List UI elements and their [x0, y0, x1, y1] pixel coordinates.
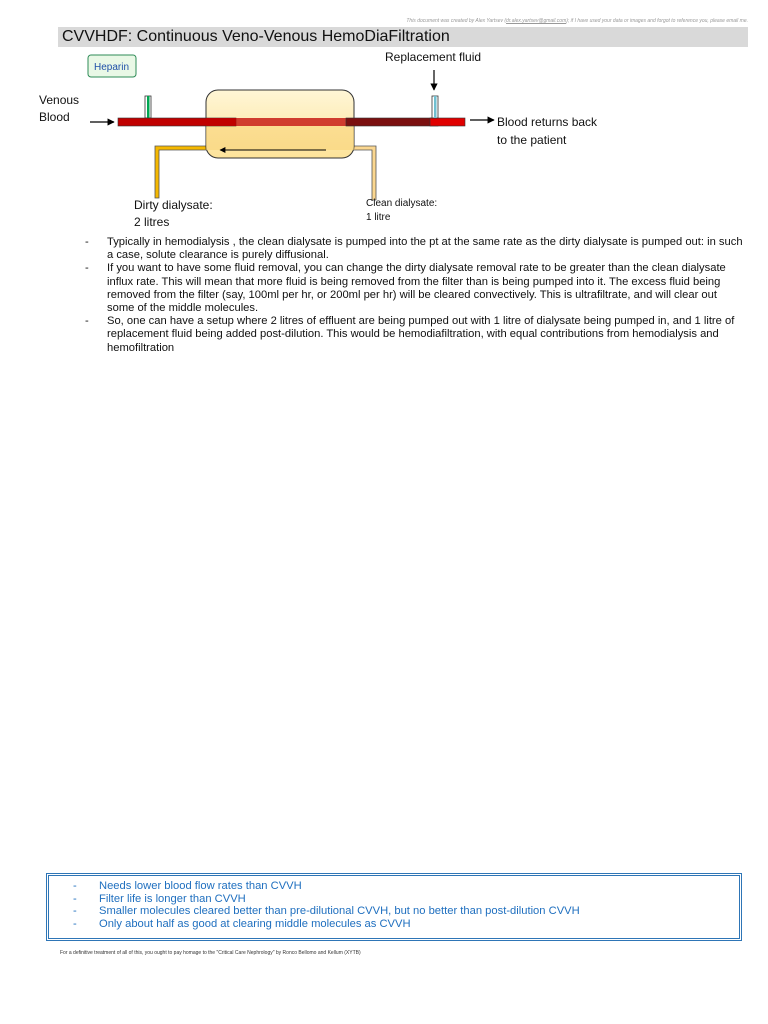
cvvhdf-diagram [30, 48, 680, 233]
blood-line-outflow [346, 118, 438, 126]
dirty-dialysate-label-line1: Dirty dialysate: [134, 198, 213, 212]
list-item: - So, one can have a setup where 2 litres of effluent are being pumped out with 1 litre of dialysate being pumped in, and 1 litre of replacement fluid being added post-dilution. This would be hemodiafiltration, with equal contributions from hemodialysis and hemofiltration [85, 315, 735, 354]
list-item: - Smaller molecules cleared better than pre-dilutional CVVH, but no better than post-dilution CVVH [73, 905, 580, 917]
replacement-fluid-label: Replacement fluid [385, 50, 482, 64]
blood-line-return [430, 118, 465, 126]
list-item: - Needs lower blood flow rates than CVVH [73, 880, 302, 892]
blood-returns-label-line2: to the patient [497, 133, 567, 147]
notes-list [85, 236, 745, 355]
filter-dialysate-chamber [206, 126, 354, 150]
summary-box [46, 873, 742, 941]
list-item: - If you want to have some fluid removal, you can change the dirty dialysate removal rate to be greater than the clean dialysate influx rate. This will mean that more fluid is being removed from the filter than is being pumped into it. The excess fluid being removed from the filter (say, 100ml per hr, or 200ml per hr) will be cleared convectively. This is ultrafiltrate, and will clear out some of the middle molecules. [85, 262, 726, 315]
dirty-dialysate-label-line2: 2 litres [134, 215, 170, 229]
blood-returns-label-line1: Blood returns back [497, 115, 598, 129]
heparin-label [88, 55, 136, 77]
title-bar [58, 27, 748, 47]
author-email-link[interactable]: dr.alex.yartsev@gmail.com [506, 18, 567, 24]
venous-blood-label-line1: Venous [39, 93, 80, 107]
list-item: - Typically in hemodialysis , the clean dialysate is pumped into the pt at the same rate as the dirty dialysate is pumped out: in such a case, solute clearance is purely diffusional. [85, 236, 743, 262]
svg-text:Heparin: Heparin [94, 62, 130, 73]
list-item: - Only about half as good at clearing middle molecules as CVVH [73, 917, 411, 930]
clean-dialysate-label-line1: Clean dialysate: [366, 198, 438, 209]
venous-blood-label-line2: Blood [39, 110, 70, 124]
footer-reference: For a definitive treatment of all of this, you ought to pay homage to the "Critical Care Nephrology" by Ronco Bellomo and Kellum (XYTB) [60, 950, 361, 956]
clean-dialysate-label-line2: 1 litre [366, 212, 391, 223]
author-credit: This document was created by Alex Yartsev (dr.alex.yartsev@gmail.com); if I have used your data or images and forgot to reference you, please email me. [406, 18, 748, 24]
dirty-dialysate-tube [155, 146, 206, 198]
heparin-line [145, 96, 151, 118]
page-title: CVVHDF: Continuous Veno-Venous HemoDiaFiltration [62, 28, 450, 45]
replacement-fluid-line [432, 96, 438, 118]
blood-line-filter [206, 118, 354, 126]
summary-list [49, 876, 739, 930]
list-item: - Filter life is longer than CVVH [73, 892, 246, 905]
